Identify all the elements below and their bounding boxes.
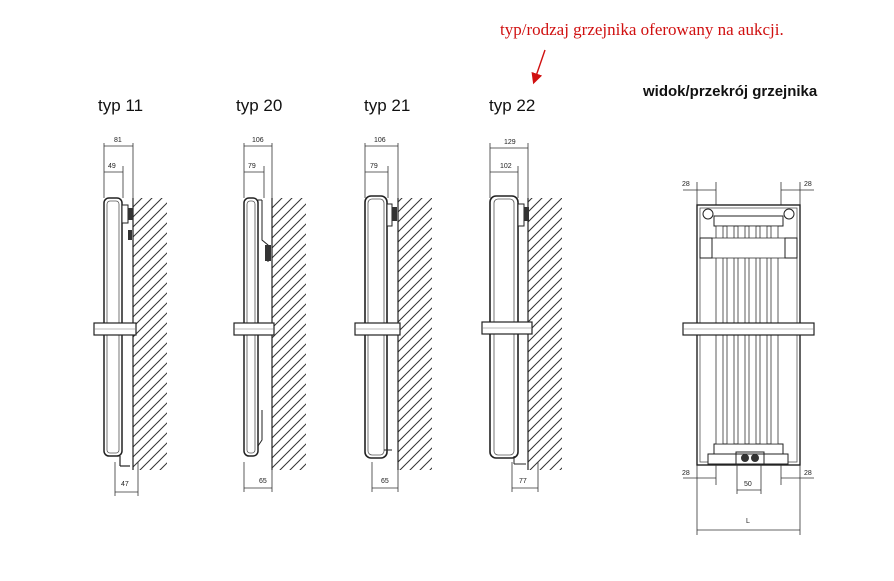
section-dim-top-left: 28: [682, 181, 690, 188]
type-21-dim-bottom: 65: [381, 478, 389, 485]
section-dim-top-right: 28: [804, 181, 812, 188]
type-22-dim-bottom: 77: [519, 478, 527, 485]
annotation-arrow: [535, 50, 545, 79]
section-view-title: widok/przekrój grzejnika: [643, 83, 818, 100]
type-21-dim-top: 106: [374, 137, 386, 144]
annotation-note: typ/rodzaj grzejnika oferowany na aukcji.: [500, 20, 784, 39]
section-dim-length: L: [746, 518, 750, 525]
type-11-drawing: [94, 137, 167, 496]
section-dim-bottom-right: 28: [804, 470, 812, 477]
section-dim-bottom-left: 28: [682, 470, 690, 477]
type-22-dim-top: 129: [504, 139, 516, 146]
type-11-dim-bottom: 47: [121, 481, 129, 488]
type-20-dim-bottom: 65: [259, 478, 267, 485]
type-20-dim-inner: 79: [248, 163, 256, 170]
type-22-dim-inner: 102: [500, 163, 512, 170]
section-view-drawing: [682, 181, 814, 535]
type-20-label: typ 20: [236, 96, 283, 115]
type-22-label: typ 22: [489, 96, 536, 115]
type-20-drawing: [234, 137, 306, 492]
type-21-dim-inner: 79: [370, 163, 378, 170]
type-11-dim-inner: 49: [108, 163, 116, 170]
section-dim-center: 50: [744, 481, 752, 488]
type-21-drawing: [355, 137, 432, 492]
type-21-label: typ 21: [364, 96, 411, 115]
type-20-dim-top: 106: [252, 137, 264, 144]
type-11-dim-top: 81: [114, 137, 122, 144]
type-11-label: typ 11: [98, 96, 144, 115]
type-22-drawing: [482, 139, 562, 492]
